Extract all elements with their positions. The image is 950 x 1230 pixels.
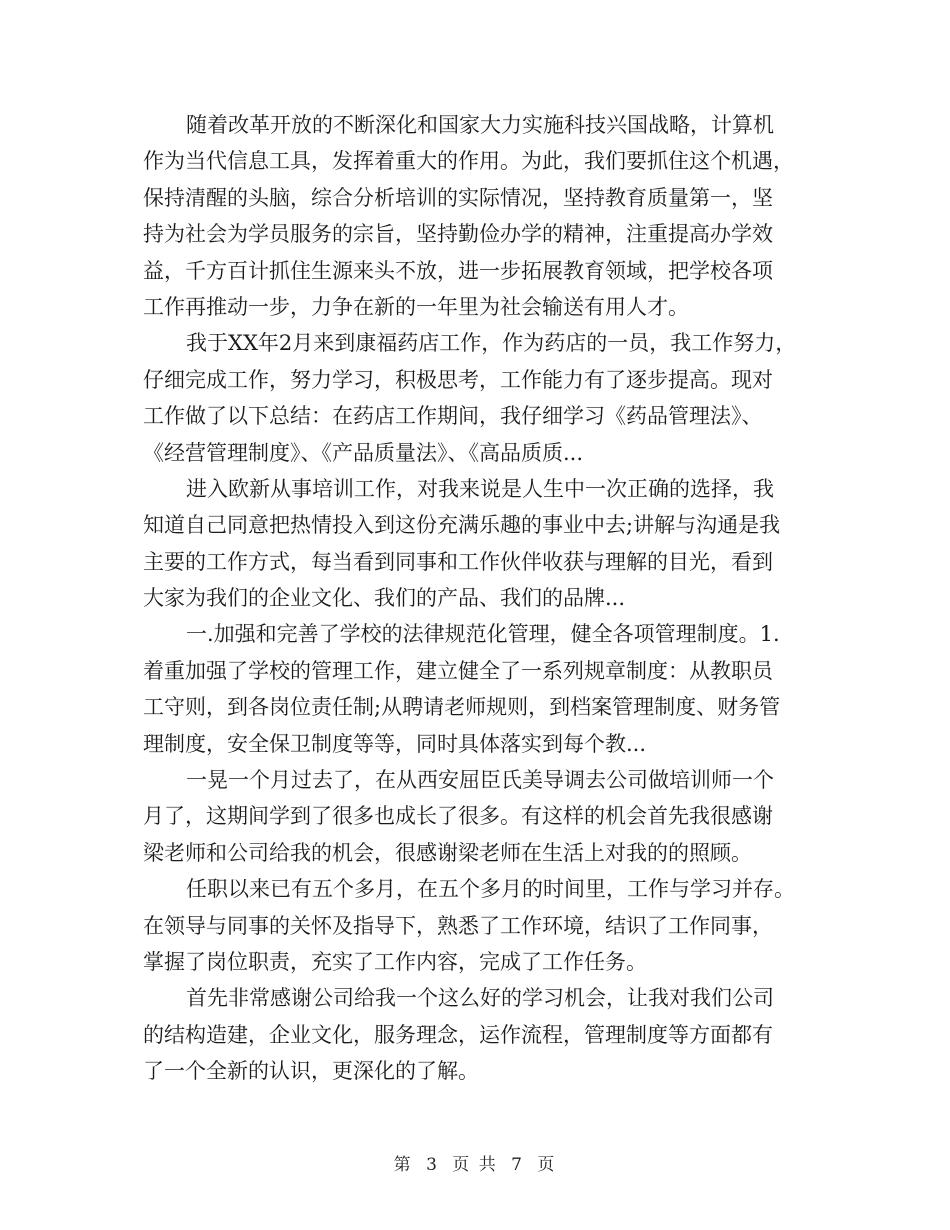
text-line: 梁老师和公司给我的机会，很感谢梁老师在生活上对我的的照顾。 (143, 840, 752, 865)
text-line: 首先非常感谢公司给我一个这么好的学习机会，让我对我们公司 (186, 986, 774, 1011)
text-line: 作为当代信息工具，发挥着重大的作用。为此，我们要抓住这个机遇， (143, 149, 794, 174)
paragraph-7 (143, 980, 811, 1089)
text-line: 任职以来已有五个多月，在五个多月的时间里，工作与学习并存。 (186, 877, 795, 902)
text-line: 《经营管理制度》、《产品质量法》、《高品质质... (143, 440, 584, 465)
footer-prefix: 第 (393, 1155, 413, 1175)
text-line: 理制度，安全保卫制度等等，同时具体落实到每个教... (143, 731, 647, 756)
text-line: 工作再推动一步，力争在新的一年里为社会输送有用人才。 (143, 294, 689, 319)
text-line: 在领导与同事的关怀及指导下，熟悉了工作环境，结识了工作同事， (143, 913, 773, 938)
text-line: 大家为我们的企业文化、我们的产品、我们的品牌... (143, 586, 626, 611)
text-line: 我于XX年2月来到康福药店工作，作为药店的一员，我工作努力， (186, 331, 797, 356)
text-line: 了一个全新的认识，更深化的了解。 (143, 1059, 479, 1084)
text-line: 一晃一个月过去了，在从西安屈臣氏美导调去公司做培训师一个 (186, 768, 774, 793)
current-page-number: 3 (426, 1155, 439, 1175)
text-line: 工守则，到各岗位责任制;从聘请老师规则，到档案管理制度、财务管 (143, 695, 781, 720)
paragraph-3 (143, 471, 811, 617)
document-body (143, 107, 811, 1090)
text-line: 月了，这期间学到了很多也成长了很多。有这样的机会首先我很感谢 (143, 804, 773, 829)
footer-suffix: 页 (537, 1155, 557, 1175)
text-line: 主要的工作方式，每当看到同事和工作伙伴收获与理解的目光，看到 (143, 549, 773, 574)
text-line: 着重加强了学校的管理工作，建立健全了一系列规章制度：从教职员 (143, 658, 773, 683)
text-line: 持为社会为学员服务的宗旨，坚持勤俭办学的精神，注重提高办学效 (143, 222, 773, 247)
page-footer (0, 1150, 950, 1175)
text-line: 保持清醒的头脑，综合分析培训的实际情况，坚持教育质量第一，坚 (143, 185, 773, 210)
paragraph-1 (143, 107, 811, 325)
text-line: 掌握了岗位职责，充实了工作内容，完成了工作任务。 (143, 949, 647, 974)
paragraph-2 (143, 325, 811, 471)
text-line: 一.加强和完善了学校的法律规范化管理，健全各项管理制度。1. (186, 622, 780, 647)
text-line: 知道自己同意把热情投入到这份充满乐趣的事业中去;讲解与沟通是我 (143, 513, 781, 538)
text-line: 工作做了以下总结：在药店工作期间，我仔细学习《药品管理法》、 (143, 404, 763, 429)
paragraph-6 (143, 871, 811, 980)
text-line: 益，千方百计抓住生源来头不放，进一步拓展教育领域，把学校各项 (143, 258, 773, 283)
text-line: 仔细完成工作，努力学习，积极思考，工作能力有了逐步提高。现对 (143, 367, 773, 392)
text-line: 进入欧新从事培训工作，对我来说是人生中一次正确的选择，我 (186, 476, 774, 501)
text-line: 随着改革开放的不断深化和国家大力实施科技兴国战略，计算机 (186, 113, 774, 137)
paragraph-4 (143, 616, 811, 762)
paragraph-5 (143, 762, 811, 871)
text-line: 的结构造建，企业文化，服务理念，运作流程，管理制度等方面都有 (143, 1022, 773, 1047)
total-page-count: 7 (511, 1155, 524, 1175)
footer-middle: 页 共 (452, 1155, 498, 1175)
